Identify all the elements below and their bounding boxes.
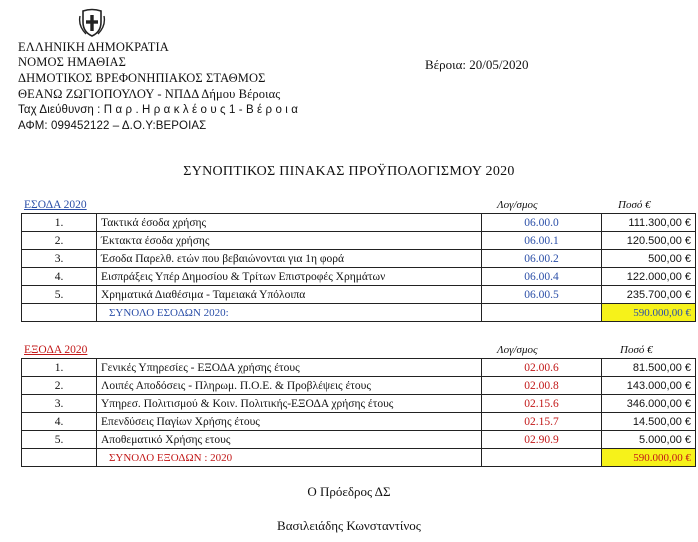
table-row — [22, 431, 696, 449]
expense-total-label: ΣΥΝΟΛΟ ΕΞΟΔΩΝ : 2020 — [97, 449, 482, 467]
revenue-total-row — [22, 304, 696, 322]
header-line-address: Ταχ Διεύθυνση : Π α ρ . Η ρ α κ λ έ ο υ ς 1 - Β έ ρ ο ι α — [18, 104, 298, 116]
row-description: Επενδύσεις Παγίων Χρήσης έτους — [97, 413, 482, 431]
row-account-code: 02.15.6 — [482, 395, 602, 413]
revenue-col-account-header: Λογ/σμος — [497, 199, 538, 211]
total-spacer-cell — [22, 304, 97, 322]
row-description: Έκτακτα έσοδα χρήσης — [97, 232, 482, 250]
expense-col-amount-header: Ποσό € — [620, 344, 653, 356]
revenue-col-amount-header: Ποσό € — [618, 199, 651, 211]
row-amount: 143.000,00 € — [602, 377, 696, 395]
row-account-code: 02.15.7 — [482, 413, 602, 431]
revenue-total-amount: 590.000,00 € — [602, 304, 696, 322]
row-number: 3. — [22, 395, 97, 413]
row-account-code: 06.00.2 — [482, 250, 602, 268]
row-description: Χρηματικά Διαθέσιμα - Ταμειακά Υπόλοιπα — [97, 286, 482, 304]
total-spacer-cell — [482, 449, 602, 467]
row-amount: 500,00 € — [602, 250, 696, 268]
total-spacer-cell — [22, 449, 97, 467]
row-account-code: 02.90.9 — [482, 431, 602, 449]
revenue-section-label: ΕΣΟΔΑ 2020 — [24, 199, 87, 211]
row-account-code: 02.00.8 — [482, 377, 602, 395]
table-row — [22, 214, 696, 232]
revenue-table — [21, 213, 696, 322]
header-line-country: ΕΛΛΗΝΙΚΗ ΔΗΜΟΚΡΑΤΙΑ — [18, 40, 169, 54]
row-description: Έσοδα Παρελθ. ετών που βεβαιώνονται για 1η φορά — [97, 250, 482, 268]
row-amount: 81.500,00 € — [602, 359, 696, 377]
header-line-tax-id: ΑΦΜ: 099452122 – Δ.Ο.Υ:ΒΕΡΟΙΑΣ — [18, 120, 207, 132]
row-number: 1. — [22, 359, 97, 377]
row-number: 2. — [22, 232, 97, 250]
row-description: Αποθεματικό Χρήσης ετους — [97, 431, 482, 449]
row-amount: 235.700,00 € — [602, 286, 696, 304]
document-date: Βέροια: 20/05/2020 — [425, 57, 529, 72]
row-number: 4. — [22, 413, 97, 431]
row-amount: 120.500,00 € — [602, 232, 696, 250]
row-account-code: 06.00.5 — [482, 286, 602, 304]
expense-total-amount: 590.000,00 € — [602, 449, 696, 467]
table-row — [22, 286, 696, 304]
header-line-prefecture: ΝΟΜΟΣ ΗΜΑΘΙΑΣ — [18, 55, 127, 69]
row-number: 1. — [22, 214, 97, 232]
document-title: ΣΥΝΟΠΤΙΚΟΣ ΠΙΝΑΚΑΣ ΠΡΟΫΠΟΛΟΓΙΣΜΟΥ 2020 — [183, 164, 515, 179]
row-amount: 111.300,00 € — [602, 214, 696, 232]
expense-col-account-header: Λογ/σμος — [497, 344, 538, 356]
row-amount: 5.000,00 € — [602, 431, 696, 449]
header-line-nursery: ΔΗΜΟΤΙΚΟΣ ΒΡΕΦΟΝΗΠΙΑΚΟΣ ΣΤΑΘΜΟΣ — [18, 71, 266, 85]
row-number: 3. — [22, 250, 97, 268]
expense-total-row — [22, 449, 696, 467]
row-description: Τακτικά έσοδα χρήσης — [97, 214, 482, 232]
revenue-total-label: ΣΥΝΟΛΟ ΕΣΟΔΩΝ 2020: — [97, 304, 482, 322]
row-amount: 346.000,00 € — [602, 395, 696, 413]
row-amount: 14.500,00 € — [602, 413, 696, 431]
row-description: Γενικές Υπηρεσίες - ΕΞΟΔΑ χρήσης έτους — [97, 359, 482, 377]
row-number: 2. — [22, 377, 97, 395]
total-spacer-cell — [482, 304, 602, 322]
signatory-name: Βασιλειάδης Κωνσταντίνος — [277, 518, 421, 533]
signatory-role: Ο Πρόεδρος ΔΣ — [307, 484, 391, 499]
table-row — [22, 413, 696, 431]
table-row — [22, 395, 696, 413]
row-account-code: 02.00.6 — [482, 359, 602, 377]
header-line-entity: ΘΕΑΝΩ ΖΩΓΙΟΠΟΥΛΟΥ - ΝΠΔΔ Δήμου Βέροιας — [18, 87, 281, 101]
expense-section-label: ΕΞΟΔΑ 2020 — [24, 344, 88, 356]
row-account-code: 06.00.1 — [482, 232, 602, 250]
row-account-code: 06.00.0 — [482, 214, 602, 232]
table-row — [22, 359, 696, 377]
table-row — [22, 377, 696, 395]
row-description: Υπηρεσ. Πολιτισμού & Κοιν. Πολιτικής-ΕΞΟΔΑ χρήσης έτους — [97, 395, 482, 413]
row-number: 5. — [22, 286, 97, 304]
row-number: 4. — [22, 268, 97, 286]
table-row — [22, 250, 696, 268]
table-row — [22, 268, 696, 286]
greek-emblem-icon — [78, 8, 106, 38]
row-number: 5. — [22, 431, 97, 449]
table-row — [22, 232, 696, 250]
row-description: Λοιπές Αποδόσεις - Πληρωμ. Π.Ο.Ε. & Προβλέψεις έτους — [97, 377, 482, 395]
row-account-code: 06.00.4 — [482, 268, 602, 286]
expense-table — [21, 358, 696, 467]
row-amount: 122.000,00 € — [602, 268, 696, 286]
row-description: Εισπράξεις Υπέρ Δημοσίου & Τρίτων Επιστροφές Χρημάτων — [97, 268, 482, 286]
